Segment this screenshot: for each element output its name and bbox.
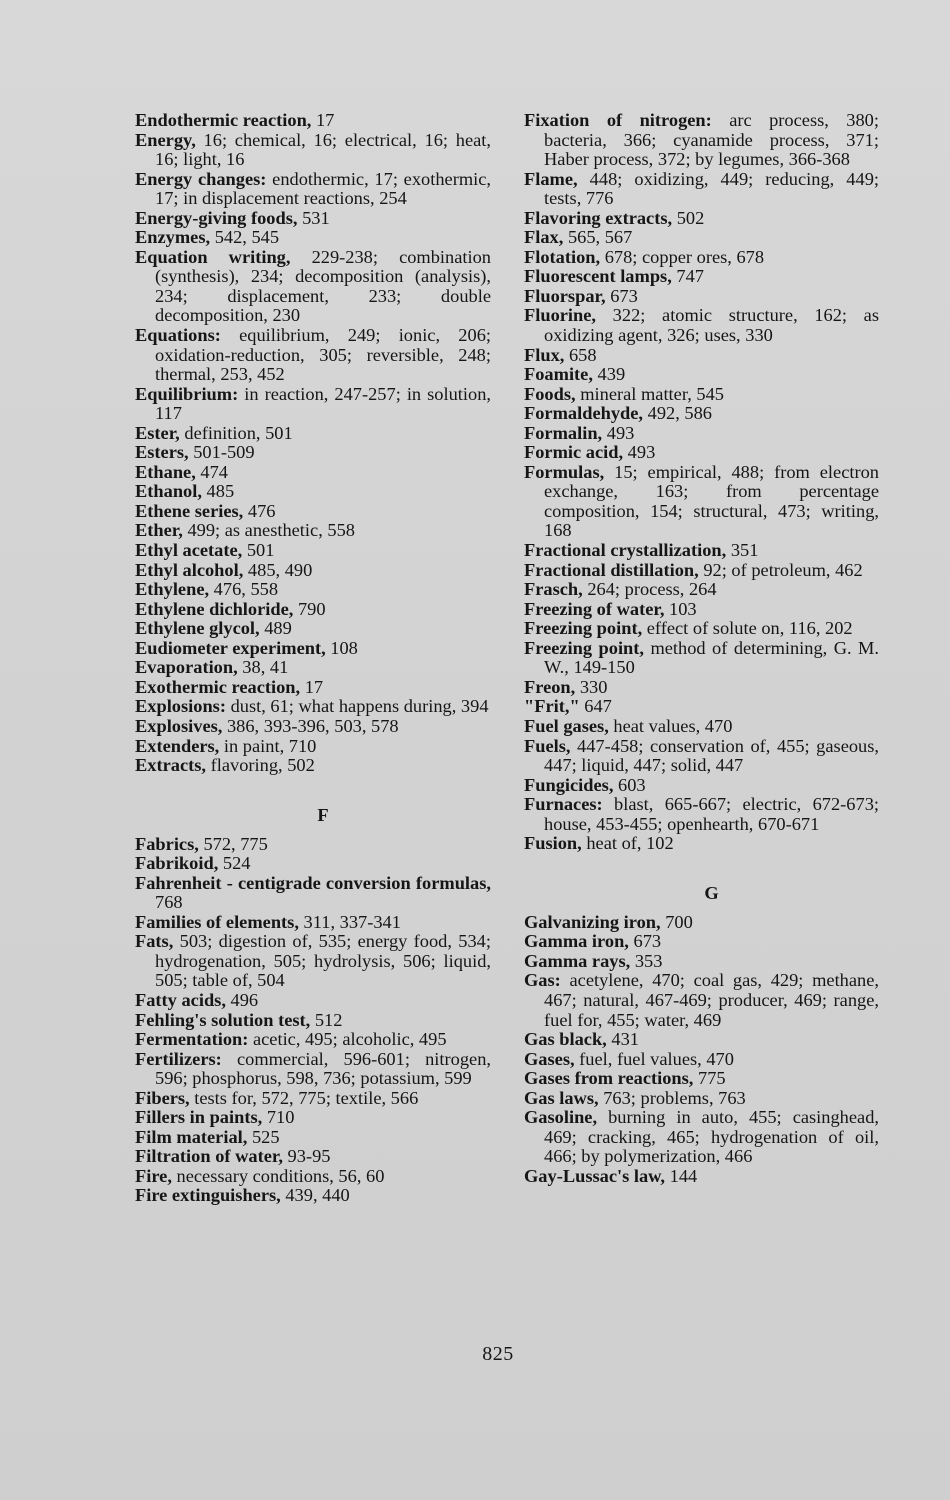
index-entry-references: 493	[602, 422, 635, 443]
index-entry	[135, 874, 491, 913]
index-entry-heading: Gas:	[524, 970, 561, 991]
index-entry	[524, 228, 879, 248]
index-entry-heading: Flame,	[524, 168, 578, 189]
index-entry-heading: Frasch,	[524, 579, 583, 600]
index-entry	[524, 678, 879, 698]
index-entry	[524, 600, 879, 620]
index-entry-references: 447-458; conservation of, 455; gaseous, 447; liquid, 447; solid, 447	[544, 735, 879, 776]
index-entry	[524, 346, 879, 366]
index-entry-references: blast, 665-667; electric, 672-673; house, 453-455; openhearth, 670-671	[544, 794, 879, 834]
index-entry-references: heat of, 102	[581, 833, 674, 854]
index-entry-heading: Ethanol,	[135, 481, 202, 502]
index-entry-references: flavoring, 502	[206, 755, 315, 776]
index-entry	[135, 385, 491, 424]
index-entry	[135, 443, 491, 463]
index-entry-references: 502	[672, 207, 705, 228]
index-entry	[524, 1069, 879, 1089]
index-entry-references: acetic, 495; alcoholic, 495	[248, 1029, 447, 1050]
index-entry-references: 330	[575, 676, 608, 697]
index-entry	[135, 1108, 491, 1128]
index-entry-heading: Fusion,	[524, 833, 582, 854]
index-entry-references: 501	[242, 540, 275, 561]
index-entry-references: 489	[259, 618, 292, 639]
index-entry	[135, 1147, 491, 1167]
index-entry-heading: Endothermic reaction,	[135, 110, 312, 130]
index-entry	[524, 697, 879, 717]
index-entry	[135, 248, 491, 326]
index-entry	[524, 952, 879, 972]
index-entry	[524, 306, 879, 345]
index-entry-heading: Gamma rays,	[524, 950, 631, 971]
index-entry-references: 92; of petroleum, 462	[698, 559, 863, 580]
section-letter: G	[704, 882, 719, 903]
index-entry-heading: Flux,	[524, 344, 565, 365]
index-entry-references: 763; problems, 763	[598, 1087, 746, 1108]
index-entry	[524, 1089, 879, 1109]
index-entry-heading: Eudiometer experiment,	[135, 637, 326, 658]
index-entry-references: 700	[660, 911, 693, 932]
index-entry	[135, 697, 491, 717]
index-entry	[135, 424, 491, 444]
index-entry	[524, 561, 879, 581]
index-entry-references: in reaction, 247-257; in solution, 117	[155, 383, 491, 424]
index-entry-references: 790	[293, 598, 326, 619]
index-entry	[524, 971, 879, 1030]
index-entry	[135, 1050, 491, 1089]
index-entry	[524, 209, 879, 229]
index-entry	[135, 502, 491, 522]
index-entry-heading: Exothermic reaction,	[135, 676, 301, 697]
index-entry-references: burning in auto, 455; casinghead, 469; cracking, 465; hydrogenation of oil, 466; by polymerization, 466	[544, 1107, 879, 1167]
index-entry-references: 15; empirical, 488; from electron exchange, 163; from percentage composition, 154; structural, 473; writing, 168	[544, 461, 879, 541]
index-entry	[524, 776, 879, 796]
index-entry-references: 512	[310, 1009, 343, 1030]
index-entry-references: 103	[664, 598, 697, 619]
index-entry-heading: Ethyl alcohol,	[135, 559, 244, 580]
index-entry	[135, 1167, 491, 1187]
index-entry	[135, 600, 491, 620]
index-entry-heading: Families of elements,	[135, 911, 299, 932]
index-entry	[524, 385, 879, 405]
index-entry-heading: Fungicides,	[524, 774, 614, 795]
index-entry-heading: Fatty acids,	[135, 989, 226, 1010]
index-entry-references: endothermic, 17; exothermic, 17; in displacement reactions, 254	[155, 168, 491, 209]
index-entry-references: 439	[592, 364, 626, 385]
index-entry-heading: Fabrics,	[135, 833, 199, 854]
index-entry-references: 17	[311, 110, 335, 130]
index-entry	[135, 521, 491, 541]
index-entry-references: 710	[262, 1107, 295, 1128]
index-entry-references: 775	[693, 1068, 726, 1089]
index-entry	[135, 580, 491, 600]
index-entry-references: 439, 440	[280, 1185, 350, 1206]
index-entry-references: 311, 337-341	[298, 911, 401, 932]
index-entry	[135, 463, 491, 483]
index-entry	[524, 287, 879, 307]
index-entry	[524, 404, 879, 424]
index-entry-heading: Gases,	[524, 1048, 575, 1069]
index-entry-heading: Fixation of nitrogen:	[524, 110, 712, 130]
index-entry-references: 386, 393-396, 503, 578	[222, 715, 399, 736]
index-entry-heading: Extracts,	[135, 755, 206, 776]
index-entry	[135, 1186, 491, 1206]
index-entry-references: 678; copper ores, 678	[600, 246, 765, 267]
index-entry-heading: Freezing of water,	[524, 598, 665, 619]
index-entry-references: 16; chemical, 16; electrical, 16; heat, 16; light, 16	[155, 129, 491, 170]
index-entry-references: 572, 775	[198, 833, 268, 854]
index-entry-heading: Energy changes:	[135, 168, 267, 189]
index-entry-references: 474	[195, 461, 228, 482]
index-entry-references: 448; oxidizing, 449; reducing, 449; tests, 776	[544, 168, 879, 209]
index-entry-heading: Fahrenheit - centigrade conversion formulas,	[135, 872, 491, 893]
index-entry	[135, 756, 491, 776]
index-entry	[524, 1108, 879, 1167]
index-entry-heading: Freon,	[524, 676, 576, 697]
index-entry-heading: Fertilizers:	[135, 1048, 222, 1069]
index-entry	[135, 1011, 491, 1031]
index-entry-heading: Filtration of water,	[135, 1146, 283, 1167]
index-entry-references: mineral matter, 545	[575, 383, 724, 404]
index-entry-heading: Fibers,	[135, 1087, 190, 1108]
index-entry-heading: Gas laws,	[524, 1087, 599, 1108]
index-entry-heading: Ethyl acetate,	[135, 540, 243, 561]
index-entry	[524, 795, 879, 834]
index-entry-heading: Ester,	[135, 422, 180, 443]
index-entry-heading: Ethylene,	[135, 579, 210, 600]
index-entry-references: 503; digestion of, 535; energy food, 534; hydrogenation, 505; hydrolysis, 506; liquid, 505; table of, 504	[155, 931, 491, 991]
index-entry	[135, 913, 491, 933]
index-entry-references: 485, 490	[243, 559, 313, 580]
index-entry-heading: Gamma iron,	[524, 931, 629, 952]
index-entry-heading: Explosives,	[135, 715, 223, 736]
index-entry-references: 647	[579, 696, 612, 717]
index-column-right	[524, 111, 879, 1186]
index-entry-heading: Fermentation:	[135, 1029, 249, 1050]
index-entry	[524, 619, 879, 639]
index-entry-references: 525	[247, 1126, 280, 1147]
index-entry-heading: Equilibrium:	[135, 383, 239, 404]
index-entry	[135, 482, 491, 502]
index-entry-heading: Gases from reactions,	[524, 1068, 694, 1089]
index-entry-heading: Freezing point,	[524, 637, 645, 658]
index-entry-references: 351	[726, 540, 759, 561]
index-entry-heading: Fuel gases,	[524, 715, 609, 736]
index-entry-heading: Freezing point,	[524, 618, 643, 639]
index-entry	[135, 854, 491, 874]
index-entry-references: 476	[243, 500, 276, 521]
index-entry-heading: Fluorescent lamps,	[524, 266, 672, 287]
index-entry-heading: Foods,	[524, 383, 576, 404]
index-entry-references: 264; process, 264	[582, 579, 717, 600]
index-entry-heading: Flax,	[524, 227, 564, 248]
index-entry-references: effect of solute on, 116, 202	[642, 618, 853, 639]
index-entry	[524, 1167, 879, 1187]
index-entry	[524, 424, 879, 444]
index-entry	[524, 443, 879, 463]
index-entry-references: 496	[225, 989, 259, 1010]
index-entry-references: 492, 586	[643, 403, 712, 424]
index-entry	[524, 580, 879, 600]
index-entry	[524, 248, 879, 268]
index-entry-heading: Ethylene glycol,	[135, 618, 260, 639]
index-entry-references: definition, 501	[179, 422, 293, 443]
index-entry-heading: Fractional crystallization,	[524, 540, 727, 561]
index-entry-heading: Fehling's solution test,	[135, 1009, 311, 1030]
index-entry-heading: Formulas,	[524, 461, 605, 482]
index-entry	[524, 267, 879, 287]
index-entry-heading: Gas black,	[524, 1029, 607, 1050]
index-entry-heading: Fluorspar,	[524, 285, 606, 306]
index-entry	[524, 737, 879, 776]
index-entry-heading: Fire extinguishers,	[135, 1185, 281, 1206]
index-entry-references: 768	[155, 892, 183, 913]
index-entry-heading: Equation writing,	[135, 246, 291, 267]
index-entry-heading: Explosions:	[135, 696, 226, 717]
index-entry	[135, 678, 491, 698]
index-entry	[524, 365, 879, 385]
index-entry-heading: Energy-giving foods,	[135, 207, 298, 228]
index-entry-heading: Formic acid,	[524, 442, 624, 463]
index-entry-references: 524	[218, 853, 251, 874]
index-entry	[135, 658, 491, 678]
index-entry	[135, 326, 491, 385]
index-entry-heading: Ether,	[135, 520, 183, 541]
index-entry-heading: Ethene series,	[135, 500, 244, 521]
index-entry	[524, 913, 879, 933]
index-entry-references: heat values, 470	[608, 715, 733, 736]
index-entry-heading: Galvanizing iron,	[524, 911, 661, 932]
index-entry-references: 531	[297, 207, 330, 228]
index-entry-heading: Evaporation,	[135, 657, 238, 678]
index-entry	[524, 834, 879, 854]
index-entry	[135, 228, 491, 248]
index-entry-heading: Extenders,	[135, 735, 220, 756]
index-entry-heading: Flavoring extracts,	[524, 207, 673, 228]
index-entry-references: 603	[613, 774, 646, 795]
index-entry-references: 144	[665, 1165, 698, 1186]
section-letter: F	[317, 804, 329, 825]
index-entry-references: in paint, 710	[219, 735, 317, 756]
index-entry	[135, 131, 491, 170]
index-entry-heading: Fluorine,	[524, 305, 597, 326]
index-entry	[135, 619, 491, 639]
index-entry	[524, 932, 879, 952]
index-entry	[524, 639, 879, 678]
index-entry	[135, 1128, 491, 1148]
index-entry-heading: Fillers in paints,	[135, 1107, 263, 1128]
index-entry-references: 322; atomic structure, 162; as oxidizing agent, 326; uses, 330	[544, 305, 879, 346]
index-entry	[135, 541, 491, 561]
index-entry-references: 108	[325, 637, 358, 658]
index-entry-references: 476, 558	[209, 579, 279, 600]
index-entry-references: 658	[564, 344, 597, 365]
index-entry-references: 17	[300, 676, 324, 697]
index-entry-heading: Fuels,	[524, 735, 571, 756]
index-entry-references: fuel, fuel values, 470	[574, 1048, 734, 1069]
index-entry	[135, 932, 491, 991]
index-entry-heading: Fats,	[135, 931, 174, 952]
index-entry-heading: Equations:	[135, 325, 221, 346]
index-entry-heading: Enzymes,	[135, 227, 211, 248]
index-entry-heading: Formaldehyde,	[524, 403, 644, 424]
index-entry	[135, 639, 491, 659]
index-entry-references: 229-238; combination (synthesis), 234; decomposition (analysis), 234; displacement, 233; double decomposition, 230	[155, 246, 491, 326]
page-number: 825	[482, 1343, 514, 1365]
index-entry-heading: Gay-Lussac's law,	[524, 1165, 666, 1186]
index-entry-references: 485	[201, 481, 235, 502]
index-entry	[135, 991, 491, 1011]
index-entry-heading: Fabrikoid,	[135, 853, 219, 874]
index-entry	[135, 1089, 491, 1109]
index-entry-heading: Ethylene dichloride,	[135, 598, 294, 619]
index-entry-references: 673	[628, 931, 662, 952]
index-entry-heading: Formalin,	[524, 422, 603, 443]
index-entry-references: 542, 545	[210, 227, 280, 248]
index-entry-heading: Fire,	[135, 1165, 172, 1186]
index-entry-heading: Ethane,	[135, 461, 196, 482]
index-entry-heading: Energy,	[135, 129, 196, 150]
index-entry	[524, 1050, 879, 1070]
index-entry	[135, 561, 491, 581]
index-entry-heading: "Frit,"	[524, 696, 580, 717]
index-entry-references: commercial, 596-601; nitrogen, 596; phosphorus, 598, 736; potassium, 599	[155, 1048, 491, 1089]
index-entry	[524, 170, 879, 209]
index-entry	[135, 835, 491, 855]
index-entry-heading: Esters,	[135, 442, 189, 463]
index-entry-references: acetylene, 470; coal gas, 429; methane, 467; natural, 467-469; producer, 469; range, fuel for, 455; water, 469	[544, 970, 879, 1030]
index-entry-references: 499; as anesthetic, 558	[182, 520, 355, 541]
index-entry	[524, 541, 879, 561]
index-entry	[135, 111, 491, 131]
index-entry-heading: Foamite,	[524, 364, 593, 385]
index-entry	[524, 717, 879, 737]
index-entry-references: 431	[606, 1029, 639, 1050]
index-entry	[524, 1030, 879, 1050]
index-entry	[135, 717, 491, 737]
index-entry-heading: Fractional distillation,	[524, 559, 699, 580]
index-entry-heading: Film material,	[135, 1126, 248, 1147]
index-entry-references: 501-509	[188, 442, 255, 463]
index-entry-heading: Furnaces:	[524, 794, 603, 815]
index-column-left	[135, 111, 491, 1206]
index-entry-references: 38, 41	[237, 657, 289, 678]
index-entry-references: dust, 61; what happens during, 394	[225, 696, 489, 717]
index-entry-references: equilibrium, 249; ionic, 206; oxidation-reduction, 305; reversible, 248; thermal, 253, 452	[155, 325, 491, 385]
index-entry-heading: Flotation,	[524, 246, 601, 267]
index-entry-references: arc process, 380; bacteria, 366; cyanamide process, 371; Haber process, 372; by legumes, 366-368	[544, 110, 879, 170]
index-entry	[135, 209, 491, 229]
index-entry-references: 353	[630, 950, 663, 971]
index-entry-heading: Gasoline,	[524, 1107, 598, 1128]
index-entry-references: tests for, 572, 775; textile, 566	[189, 1087, 419, 1108]
index-entry	[524, 111, 879, 170]
index-entry	[135, 170, 491, 209]
index-entry	[135, 1030, 491, 1050]
index-entry-references: 673	[605, 285, 638, 306]
index-entry-references: method of determining, G. M. W., 149-150	[544, 637, 879, 678]
index-entry-references: 565, 567	[563, 227, 633, 248]
index-entry	[524, 463, 879, 541]
index-entry-references: necessary conditions, 56, 60	[171, 1165, 385, 1186]
index-entry	[135, 737, 491, 757]
index-entry-references: 93-95	[282, 1146, 331, 1167]
index-entry-references: 747	[671, 266, 704, 287]
index-entry-references: 493	[623, 442, 656, 463]
